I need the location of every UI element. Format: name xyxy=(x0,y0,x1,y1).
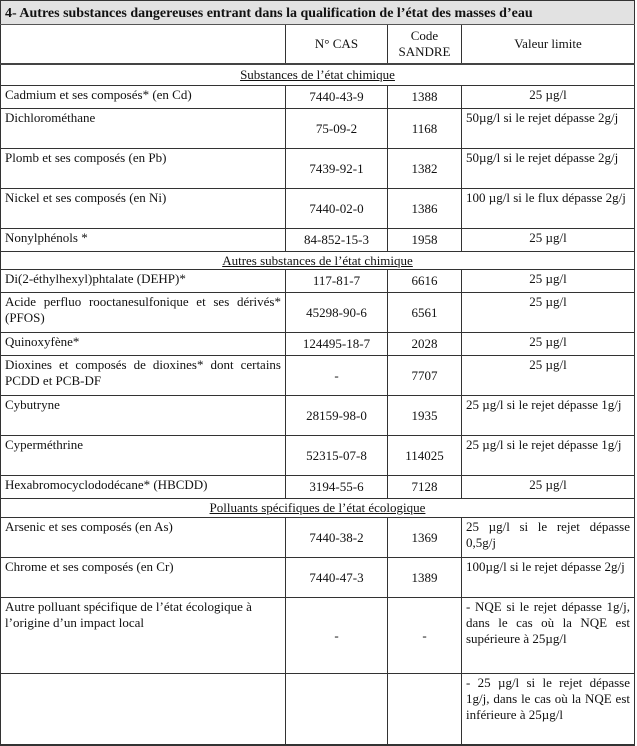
sandre-code: 1369 xyxy=(388,518,462,558)
section-heading: Autres substances de l’état chimique xyxy=(222,252,413,268)
table-row xyxy=(1,333,635,356)
limit-value: - NQE si le rejet dépasse 1g/j, dans le cas où la NQE est supérieure à 25µg/l xyxy=(462,598,635,674)
substance-name: Dioxines et composés de dioxines* dont certains PCDD et PCB-DF xyxy=(1,356,286,396)
limit-value: 25 µg/l xyxy=(462,86,635,109)
substance-name: Hexabromocyclododécane* (HBCDD) xyxy=(1,476,286,499)
header-code-line2: SANDRE xyxy=(398,44,451,59)
limit-value: 50µg/l si le rejet dépasse 2g/j xyxy=(462,149,635,189)
table-row xyxy=(1,229,635,252)
table-row xyxy=(1,558,635,598)
sandre-code: 1958 xyxy=(388,229,462,252)
sandre-code: 1388 xyxy=(388,86,462,109)
limit-value: 25 µg/l si le rejet dépasse 1g/j xyxy=(462,436,635,476)
substance-name xyxy=(1,674,286,746)
substance-name: Nickel et ses composés (en Ni) xyxy=(1,189,286,229)
limit-value: 25 µg/l xyxy=(462,293,635,333)
header-substance xyxy=(1,25,286,65)
cas-number: - xyxy=(286,598,388,674)
cas-number: 7440-47-3 xyxy=(286,558,388,598)
cas-number: 7440-43-9 xyxy=(286,86,388,109)
cas-number: 3194-55-6 xyxy=(286,476,388,499)
sandre-code: 6616 xyxy=(388,270,462,293)
substance-name: Chrome et ses composés (en Cr) xyxy=(1,558,286,598)
substance-name: Autre polluant spécifique de l’état écologique à l’origine d’un impact local xyxy=(1,598,286,674)
table-row xyxy=(1,436,635,476)
substance-name: Arsenic et ses composés (en As) xyxy=(1,518,286,558)
header-cas: N° CAS xyxy=(286,25,388,65)
table-row xyxy=(1,149,635,189)
section-heading: Substances de l’état chimique xyxy=(240,67,395,82)
table-title-row xyxy=(1,1,635,25)
header-code-sandre xyxy=(388,25,462,65)
substance-name: Nonylphénols * xyxy=(1,229,286,252)
substance-name: Cyperméthrine xyxy=(1,436,286,476)
limit-value: 100 µg/l si le flux dépasse 2g/j xyxy=(462,189,635,229)
cas-number xyxy=(286,674,388,746)
table-row xyxy=(1,598,635,674)
table-row xyxy=(1,356,635,396)
sandre-code: 1389 xyxy=(388,558,462,598)
sandre-code: 2028 xyxy=(388,333,462,356)
table-row xyxy=(1,518,635,558)
cas-number: 7440-02-0 xyxy=(286,189,388,229)
cas-number: 75-09-2 xyxy=(286,109,388,149)
table-row xyxy=(1,293,635,333)
sandre-code: 1386 xyxy=(388,189,462,229)
cas-number: 7439-92-1 xyxy=(286,149,388,189)
sandre-code xyxy=(388,674,462,746)
table-row xyxy=(1,86,635,109)
cas-number: - xyxy=(286,356,388,396)
cas-number: 45298-90-6 xyxy=(286,293,388,333)
substance-name: Cybutryne xyxy=(1,396,286,436)
limit-value: - 25 µg/l si le rejet dépasse 1g/j, dans le cas où la NQE est inférieure à 25µg/l xyxy=(462,674,635,746)
limit-value: 25 µg/l si le rejet dépasse 1g/j xyxy=(462,396,635,436)
cas-number: 124495-18-7 xyxy=(286,333,388,356)
cas-number: 117-81-7 xyxy=(286,270,388,293)
column-header-row xyxy=(1,25,635,65)
substance-name: Quinoxyfène* xyxy=(1,333,286,356)
cas-number: 52315-07-8 xyxy=(286,436,388,476)
limit-value: 25 µg/l xyxy=(462,333,635,356)
table-row xyxy=(1,109,635,149)
table-row xyxy=(1,476,635,499)
section-heading-row xyxy=(1,252,635,270)
sandre-code: 1935 xyxy=(388,396,462,436)
table-row xyxy=(1,674,635,746)
sandre-code: 7128 xyxy=(388,476,462,499)
limit-value: 25 µg/l xyxy=(462,270,635,293)
table-row xyxy=(1,270,635,293)
cas-number: 84-852-15-3 xyxy=(286,229,388,252)
sandre-code: 7707 xyxy=(388,356,462,396)
table-row xyxy=(1,189,635,229)
limit-value: 100µg/l si le rejet dépasse 2g/j xyxy=(462,558,635,598)
substance-name: Di(2-éthylhexyl)phtalate (DEHP)* xyxy=(1,270,286,293)
table-title: 4- Autres substances dangereuses entrant dans la qualification de l’état des masses d’eau xyxy=(1,1,635,25)
sandre-code: 1382 xyxy=(388,149,462,189)
header-code-line1: Code xyxy=(410,28,439,43)
limit-value: 25 µg/l xyxy=(462,229,635,252)
header-valeur-limite: Valeur limite xyxy=(462,25,635,65)
substance-name: Cadmium et ses composés* (en Cd) xyxy=(1,86,286,109)
cas-number: 28159-98-0 xyxy=(286,396,388,436)
section-heading-row xyxy=(1,64,635,86)
sandre-code: 1168 xyxy=(388,109,462,149)
substance-name: Acide perfluo rooctanesulfonique et ses dérivés* (PFOS) xyxy=(1,293,286,333)
substance-name: Dichlorométhane xyxy=(1,109,286,149)
section-heading: Polluants spécifiques de l’état écologique xyxy=(209,500,426,515)
limit-value: 25 µg/l xyxy=(462,476,635,499)
sandre-code: 6561 xyxy=(388,293,462,333)
sandre-code: - xyxy=(388,598,462,674)
section-heading-row xyxy=(1,499,635,518)
limit-value: 25 µg/l xyxy=(462,356,635,396)
limit-value: 50µg/l si le rejet dépasse 2g/j xyxy=(462,109,635,149)
substance-name: Plomb et ses composés (en Pb) xyxy=(1,149,286,189)
sandre-code: 114025 xyxy=(388,436,462,476)
table-row xyxy=(1,396,635,436)
limit-value: 25 µg/l si le rejet dépasse 0,5g/j xyxy=(462,518,635,558)
cas-number: 7440-38-2 xyxy=(286,518,388,558)
